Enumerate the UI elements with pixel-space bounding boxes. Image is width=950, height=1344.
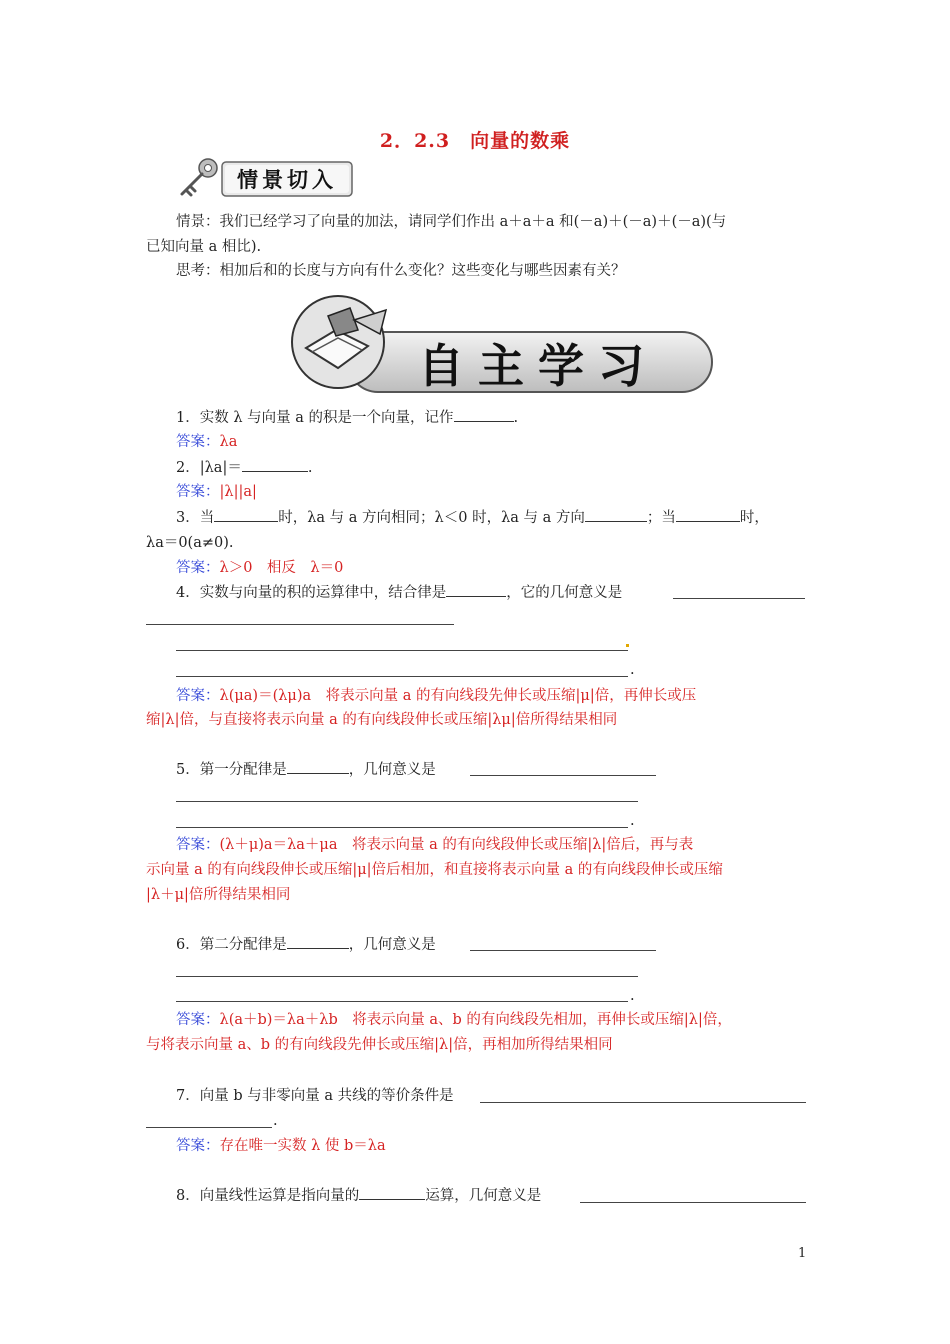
answer-5-line-3: |λ＋μ|倍所得结果相同 — [146, 887, 291, 903]
question-5 — [176, 759, 436, 781]
question-4-underline-3 — [176, 650, 628, 651]
answer-1-value: λa — [219, 434, 238, 450]
question-3-part-2: 时，λa 与 a 方向相同；λ＜0 时，λa 与 a 方向 — [278, 510, 585, 526]
question-6-underline-3 — [176, 1001, 628, 1002]
answer-6-label: 答案： — [176, 1012, 220, 1028]
question-7-period: . — [273, 1113, 278, 1129]
answer-3 — [176, 557, 343, 579]
question-6 — [176, 934, 436, 956]
scene-banner — [176, 154, 354, 200]
question-4-blank — [446, 582, 506, 597]
question-3 — [176, 507, 769, 529]
question-3-blank-1 — [214, 507, 278, 522]
answer-5-line-1: (λ＋μ)a＝λa＋μa 将表示向量 a 的有向线段伸长或压缩|λ|倍后，再与表 — [219, 837, 694, 853]
question-5-period: . — [630, 813, 635, 829]
book-icon — [292, 296, 386, 388]
question-5-underline-1 — [470, 775, 656, 776]
answer-6-line-2: 与将表示向量 a、b 的有向线段先伸长或压缩|λ|倍，再相加所得结果相同 — [146, 1037, 613, 1053]
question-8-text: 8．向量线性运算是指向量的 — [176, 1188, 360, 1204]
question-4-period: . — [630, 662, 635, 678]
answer-4-label: 答案： — [176, 688, 220, 704]
question-8-mid: 运算，几何意义是 — [425, 1188, 542, 1204]
question-8-underline — [580, 1202, 806, 1203]
question-4 — [176, 582, 622, 604]
answer-4 — [176, 685, 696, 707]
question-6-period: . — [630, 988, 635, 1004]
question-1-blank — [454, 407, 514, 422]
question-6-underline-1 — [470, 950, 656, 951]
answer-7-label: 答案： — [176, 1138, 220, 1154]
page-number: 1 — [798, 1246, 807, 1261]
question-3-part-4: 时， — [739, 510, 769, 526]
self-study-banner-text: 自主学习 — [418, 339, 658, 393]
question-4-text: 4．实数与向量的积的运算律中，结合律是 — [176, 585, 447, 601]
scene-text-1: 情景：我们已经学习了向量的加法，请同学们作出 a＋a＋a 和(－a)＋(－a)＋(－a)(与 — [176, 214, 727, 230]
key-icon — [182, 159, 217, 195]
scene-text-2: 已知向量 a 相比). — [146, 239, 262, 255]
answer-7 — [176, 1135, 386, 1157]
self-study-banner — [288, 290, 716, 398]
question-6-blank — [287, 934, 349, 949]
answer-6 — [176, 1009, 732, 1031]
answer-2 — [176, 481, 257, 503]
question-6-text: 6．第二分配律是 — [176, 937, 287, 953]
answer-1-label: 答案： — [176, 434, 220, 450]
question-3-line-2: λa＝0(a≠0). — [146, 535, 234, 551]
answer-6-line-1: λ(a＋b)＝λa＋λb 将表示向量 a、b 的有向线段先相加，再伸长或压缩|λ|倍， — [219, 1012, 732, 1028]
question-7-underline-1 — [480, 1102, 806, 1103]
question-2-blank — [242, 457, 308, 472]
question-3-blank-2 — [585, 507, 647, 522]
question-4-mid: ，它的几何意义是 — [506, 585, 623, 601]
question-1 — [176, 407, 518, 429]
question-8 — [176, 1185, 541, 1207]
question-4-underline-4 — [176, 676, 628, 677]
answer-5-line-2: 示向量 a 的有向线段伸长或压缩|μ|倍后相加，和直接将表示向量 a 的有向线段伸长或压缩 — [146, 862, 723, 878]
question-3-part-1: 3．当 — [176, 510, 215, 526]
stray-mark — [626, 644, 629, 647]
question-4-underline-1 — [673, 598, 805, 599]
question-7: 7．向量 b 与非零向量 a 共线的等价条件是 — [176, 1088, 454, 1104]
answer-5 — [176, 834, 693, 856]
question-6-mid: ，几何意义是 — [348, 937, 436, 953]
question-2 — [176, 457, 312, 479]
question-2-end: . — [307, 460, 313, 476]
answer-7-value: 存在唯一实数 λ 使 b＝λa — [219, 1138, 386, 1154]
question-1-end: . — [513, 410, 519, 426]
question-3-blank-3 — [676, 507, 740, 522]
scene-think: 思考：相加后和的长度与方向有什么变化？这些变化与哪些因素有关？ — [176, 263, 626, 279]
scene-banner-text: 情景切入 — [237, 168, 337, 192]
question-4-underline-2 — [146, 624, 454, 625]
question-5-underline-3 — [176, 827, 628, 828]
answer-3-value: λ＞0 相反 λ＝0 — [219, 560, 344, 576]
question-1-text: 1．实数 λ 与向量 a 的积是一个向量，记作 — [176, 410, 454, 426]
question-3-part-3: ；当 — [646, 510, 676, 526]
answer-2-label: 答案： — [176, 484, 220, 500]
question-6-underline-2 — [176, 976, 638, 977]
answer-5-label: 答案： — [176, 837, 220, 853]
answer-2-value: |λ||a| — [219, 484, 257, 500]
question-2-text: 2．|λa|＝ — [176, 460, 242, 476]
answer-4-line-2: 缩|λ|倍，与直接将表示向量 a 的有向线段伸长或压缩|λμ|倍所得结果相同 — [146, 712, 618, 728]
answer-4-line-1: λ(μa)＝(λμ)a 将表示向量 a 的有向线段先伸长或压缩|μ|倍，再伸长或压 — [219, 688, 697, 704]
question-5-blank — [287, 759, 349, 774]
question-7-underline-2 — [146, 1127, 272, 1128]
question-5-underline-2 — [176, 801, 638, 802]
question-5-mid: ，几何意义是 — [348, 762, 436, 778]
page-title: 2．2.3 向量的数乘 — [379, 130, 571, 152]
question-5-text: 5．第一分配律是 — [176, 762, 287, 778]
question-8-blank — [359, 1185, 425, 1200]
answer-3-label: 答案： — [176, 560, 220, 576]
answer-1 — [176, 431, 237, 453]
